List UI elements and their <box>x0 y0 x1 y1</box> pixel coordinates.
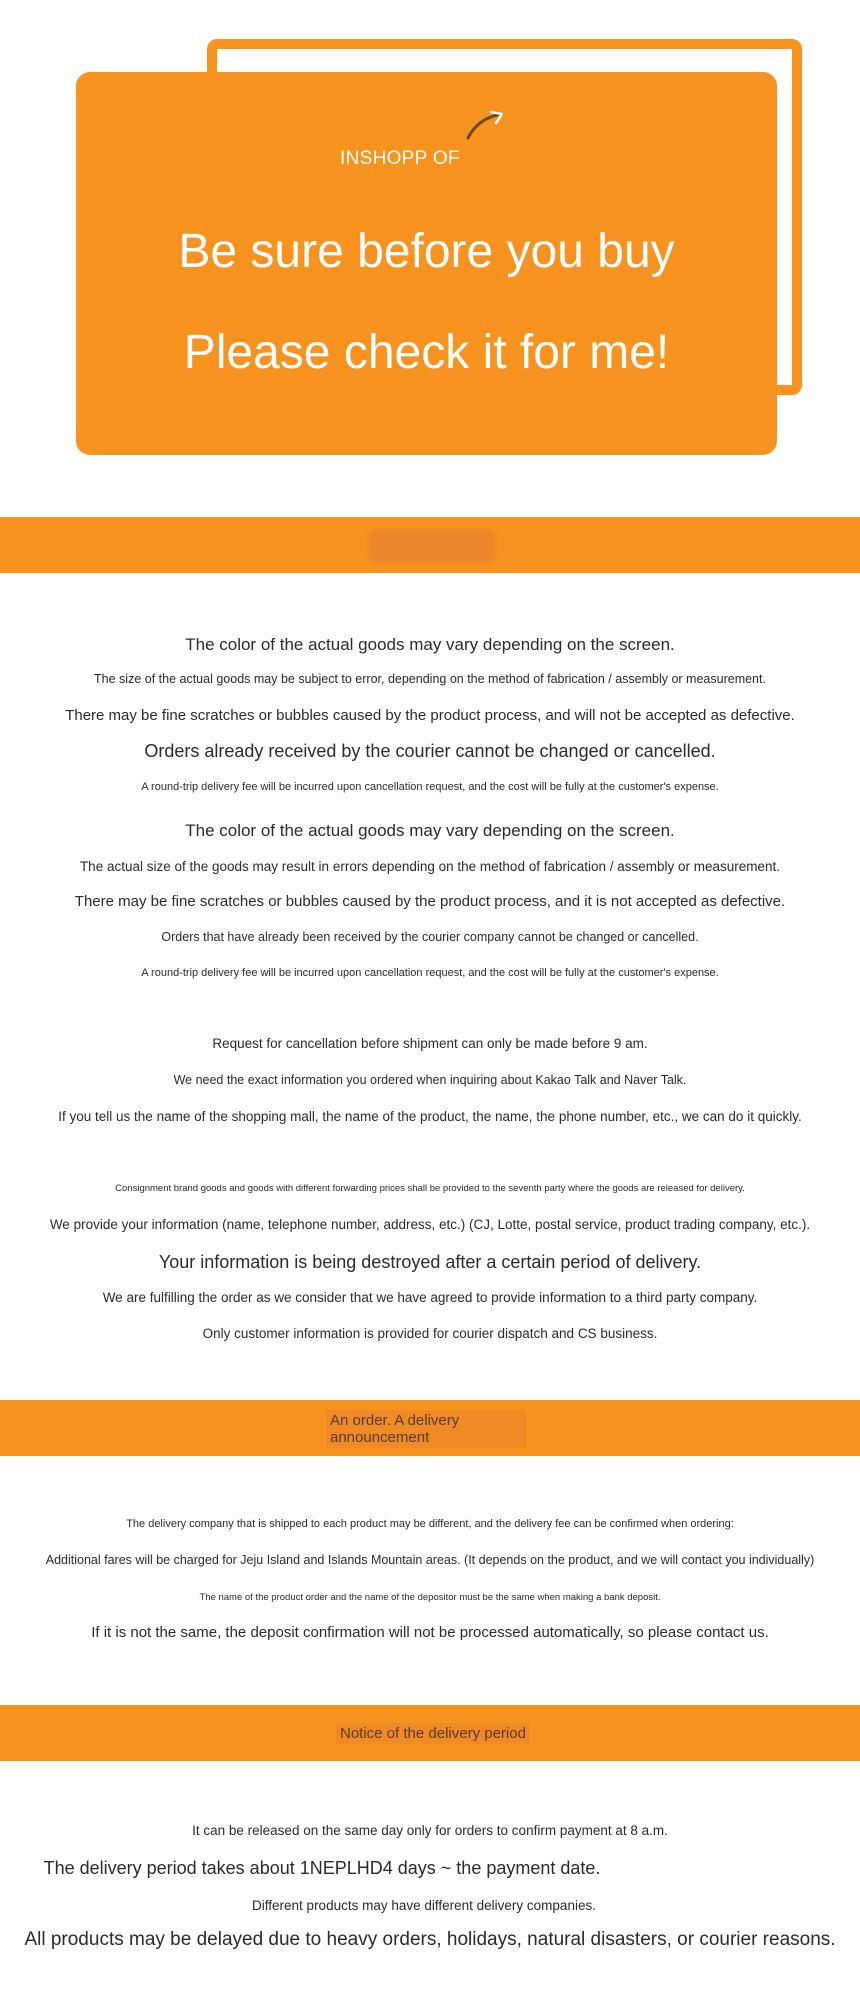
delivery-period-title: Notice of the delivery period <box>336 1723 530 1744</box>
notice-line: A round-trip delivery fee will be incurred upon cancellation request, and the cost will be fully at the customer's expense. <box>141 781 719 793</box>
notice-line: Your information is being destroyed after a certain period of delivery. <box>158 1252 702 1272</box>
notice-line: Orders already received by the courier cannot be changed or cancelled. <box>144 741 716 761</box>
period-line: All products may be delayed due to heavy orders, holidays, natural disasters, or courier reasons. <box>24 1929 836 1950</box>
order-title-line1: An order. A delivery <box>330 1412 460 1429</box>
order-line: If it is not the same, the deposit confirmation will not be processed automatically, so please contact us. <box>91 1624 769 1641</box>
order-delivery-title <box>326 1410 526 1448</box>
notice-line: Orders that have already been received by the courier company cannot be changed or cancelled. <box>161 930 699 944</box>
arrow-icon <box>464 108 510 142</box>
order-delivery-banner <box>0 1400 860 1456</box>
notice-line: Only customer information is provided for courier dispatch and CS business. <box>202 1326 658 1341</box>
notice-line: The color of the actual goods may vary depending on the screen. <box>185 821 675 840</box>
notice-line: Consignment brand goods and goods with different forwarding prices shall be provided to the seventh party where the goods are released for delivery. <box>115 1183 745 1194</box>
hero <box>0 0 860 500</box>
notice-line: We need the exact information you ordered when inquiring about Kakao Talk and Naver Talk. <box>173 1073 687 1087</box>
order-line: The name of the product order and the name of the depositor must be the same when making a bank deposit. <box>199 1592 661 1603</box>
notice-line: A round-trip delivery fee will be incurred upon cancellation request, and the cost will be fully at the customer's expense. <box>141 967 719 979</box>
notice-line: There may be fine scratches or bubbles caused by the product process, and will not be accepted as defective. <box>65 707 795 724</box>
hero-headline: Be sure before you buy <box>178 225 675 278</box>
notice-line: Request for cancellation before shipment can only be made before 9 am. <box>212 1036 648 1051</box>
notice-line: We are fulfilling the order as we consider that we have agreed to provide information to a third party company. <box>102 1290 758 1305</box>
hero-brand-label: INSHOPP OF <box>340 148 460 169</box>
order-line: Additional fares will be charged for Jeju Island and Islands Mountain areas. (It depends on the product, and we will contact you individually) <box>45 1553 815 1567</box>
banner-title-blurred <box>370 530 494 562</box>
notice-line: There may be fine scratches or bubbles caused by the product process, and it is not accepted as defective. <box>74 893 786 910</box>
notice-line: The color of the actual goods may vary depending on the screen. <box>185 635 675 654</box>
notice-banner <box>0 517 860 573</box>
period-line: It can be released on the same day only for orders to confirm payment at 8 a.m. <box>192 1823 668 1838</box>
order-line: The delivery company that is shipped to each product may be different, and the delivery fee can be confirmed when ordering: <box>126 1518 734 1530</box>
order-title-line2: announcement <box>330 1429 430 1446</box>
period-line: The delivery period takes about 1NEPLHD4 days ~ the payment date. <box>43 1858 601 1878</box>
delivery-period-banner <box>0 1705 860 1761</box>
period-line: Different products may have different delivery companies. <box>252 1898 596 1913</box>
notice-line: The actual size of the goods may result in errors depending on the method of fabrication / assembly or measurement. <box>79 859 781 874</box>
hero-subheadline: Please check it for me! <box>183 326 670 379</box>
notice-line: The size of the actual goods may be subject to error, depending on the method of fabrication / assembly or measurement. <box>94 672 766 686</box>
notice-line: We provide your information (name, telephone number, address, etc.) (CJ, Lotte, postal service, product trading company, etc.). <box>49 1217 811 1232</box>
notice-line: If you tell us the name of the shopping mall, the name of the product, the name, the phone number, etc., we can do it quickly. <box>58 1109 802 1124</box>
